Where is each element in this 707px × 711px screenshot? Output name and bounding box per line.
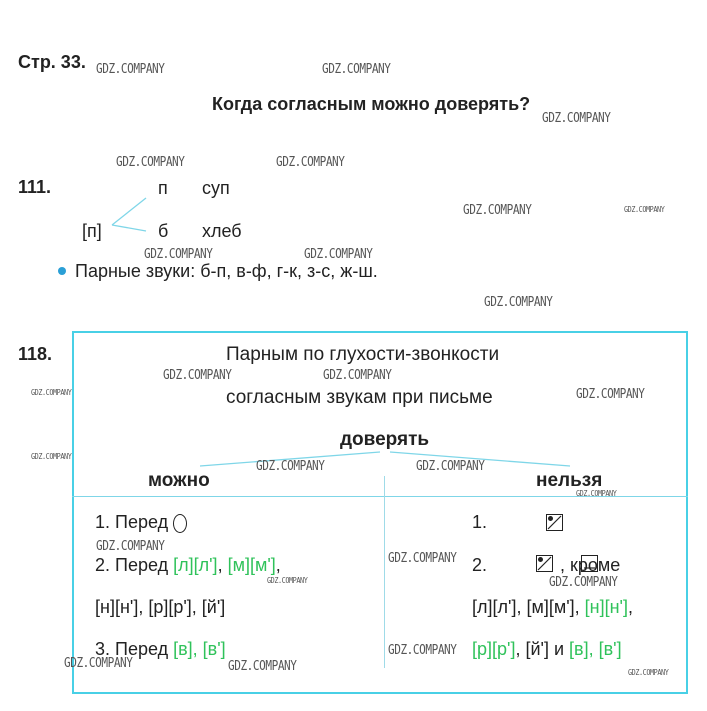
vowel-circle-icon bbox=[173, 514, 187, 533]
ex118-title-line2: согласным звукам при письме bbox=[226, 387, 493, 408]
watermark: GDZ.COMPANY bbox=[116, 155, 185, 170]
table-column-divider bbox=[384, 476, 385, 668]
left-item-2-prefix: 2. Перед bbox=[95, 555, 169, 575]
watermark: GDZ.COMPANY bbox=[31, 452, 72, 461]
ex111-sound: [п] bbox=[82, 221, 102, 241]
exercise-118-number: 118. bbox=[18, 344, 53, 364]
right-item-2-except: , кроме bbox=[560, 555, 621, 575]
watermark: GDZ.COMPANY bbox=[628, 668, 669, 677]
right-line-3-mid: , [й'] и bbox=[515, 639, 565, 659]
ex111-note: Парные звуки: б-п, в-ф, г-к, з-с, ж-ш. bbox=[75, 261, 378, 281]
left-item-1-text: 1. Перед bbox=[95, 512, 169, 532]
page-reference: Стр. 33. bbox=[18, 52, 86, 72]
ex118-title-verb: доверять bbox=[340, 429, 430, 450]
watermark: GDZ.COMPANY bbox=[144, 247, 213, 262]
column-header-cannot: нельзя bbox=[536, 470, 603, 491]
watermark: GDZ.COMPANY bbox=[96, 62, 165, 77]
ex118-branch-lines bbox=[190, 448, 580, 470]
ex118-title-line1: Парным по глухости-звонкости bbox=[226, 344, 500, 365]
left-item-3-prefix: 3. Перед bbox=[95, 639, 169, 659]
left-item-3-v-sounds: [в], [в'] bbox=[173, 639, 226, 659]
exercise-111-number: 111. bbox=[18, 177, 52, 197]
left-item-2-m-sounds: [м][м'] bbox=[227, 555, 276, 575]
watermark: GDZ.COMPANY bbox=[256, 459, 325, 474]
right-line-3-r-sounds: [р][р'] bbox=[472, 639, 516, 659]
right-line-3 bbox=[472, 639, 622, 660]
watermark: GDZ.COMPANY bbox=[388, 551, 457, 566]
ex111-letter-p: п bbox=[158, 178, 168, 198]
watermark: GDZ.COMPANY bbox=[576, 387, 645, 402]
right-line-2-sounds: [л][л'], [м][м'], bbox=[472, 597, 580, 617]
right-item-1: 1. bbox=[472, 512, 488, 532]
watermark: GDZ.COMPANY bbox=[542, 111, 611, 126]
watermark: GDZ.COMPANY bbox=[31, 388, 72, 397]
bullet-dot bbox=[58, 267, 66, 275]
watermark: GDZ.COMPANY bbox=[304, 247, 373, 262]
right-line-2: [л][л'], [м][м'], [н][н'], bbox=[472, 597, 633, 617]
right-line-2-n-sounds: [н][н'] bbox=[584, 597, 628, 617]
left-item-2-line2: [н][н'], [р][р'], [й'] bbox=[95, 597, 226, 617]
ex111-word-bread: хлеб bbox=[202, 221, 242, 241]
left-item-2: 2. Перед [л][л'], [м][м'], bbox=[95, 555, 281, 575]
ex111-word-soup: суп bbox=[202, 178, 230, 198]
watermark: GDZ.COMPANY bbox=[163, 368, 232, 383]
watermark: GDZ.COMPANY bbox=[549, 575, 618, 590]
ex111-branch-lines bbox=[104, 195, 164, 240]
watermark: GDZ.COMPANY bbox=[96, 539, 165, 554]
right-item-2: 2. bbox=[472, 555, 488, 575]
watermark: GDZ.COMPANY bbox=[576, 489, 617, 498]
watermark: GDZ.COMPANY bbox=[624, 205, 665, 214]
watermark: GDZ.COMPANY bbox=[416, 459, 485, 474]
watermark: GDZ.COMPANY bbox=[463, 203, 532, 218]
watermark: GDZ.COMPANY bbox=[322, 62, 391, 77]
watermark: GDZ.COMPANY bbox=[484, 295, 553, 310]
watermark: GDZ.COMPANY bbox=[276, 155, 345, 170]
column-header-can: можно bbox=[148, 470, 210, 491]
watermark: GDZ.COMPANY bbox=[228, 659, 297, 674]
watermark: GDZ.COMPANY bbox=[267, 576, 308, 585]
ex111-letter-b: б bbox=[158, 221, 169, 241]
page-heading: Когда согласным можно доверять? bbox=[212, 94, 531, 114]
soft-consonant-square-icon bbox=[536, 555, 553, 572]
left-item-2-l-sounds: [л][л'] bbox=[173, 555, 218, 575]
watermark: GDZ.COMPANY bbox=[323, 368, 392, 383]
watermark: GDZ.COMPANY bbox=[64, 656, 133, 671]
right-line-3-v-sounds: [в], [в'] bbox=[569, 639, 622, 659]
left-item-1 bbox=[95, 512, 187, 533]
soft-consonant-square-icon bbox=[546, 514, 563, 531]
watermark: GDZ.COMPANY bbox=[388, 643, 457, 658]
